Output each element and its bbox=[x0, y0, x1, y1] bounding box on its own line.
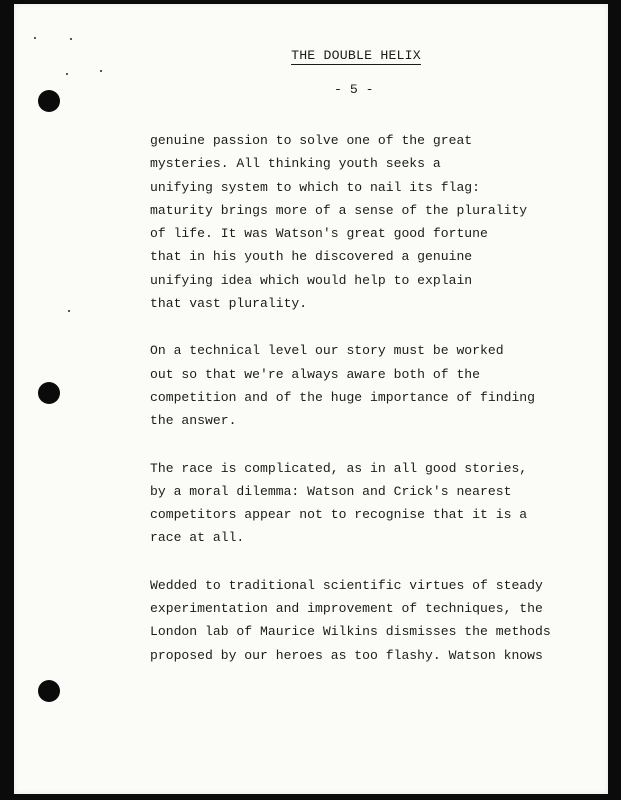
text-line: unifying idea which would help to explain bbox=[150, 272, 473, 288]
text-line: by a moral dilemma: Watson and Crick's nearest bbox=[150, 483, 512, 499]
text-line: London lab of Maurice Wilkins dismisses the methods bbox=[150, 624, 551, 640]
text-line: the answer. bbox=[150, 413, 237, 429]
text-line: that in his youth he discovered a genuine bbox=[150, 249, 473, 265]
text-line: mysteries. All thinking youth seeks a bbox=[150, 156, 441, 172]
document-title: THE DOUBLE HELIX bbox=[291, 48, 421, 63]
punch-hole-top bbox=[38, 90, 60, 112]
text-line: On a technical level our story must be worked bbox=[150, 343, 504, 359]
paragraph-1 bbox=[150, 129, 590, 315]
text-line: race at all. bbox=[150, 530, 245, 546]
text-line: experimentation and improvement of techniques, the bbox=[150, 601, 543, 617]
speck-mark bbox=[70, 38, 72, 40]
speck-mark bbox=[66, 73, 68, 75]
text-line: competitors appear not to recognise that it is a bbox=[150, 507, 528, 523]
speck-mark bbox=[34, 37, 36, 39]
paragraph-3 bbox=[150, 457, 590, 550]
punch-hole-bottom bbox=[38, 680, 60, 702]
text-line: that vast plurality. bbox=[150, 296, 308, 312]
page-header bbox=[14, 48, 608, 63]
punch-hole-middle bbox=[38, 382, 60, 404]
text-line: unifying system to which to nail its flag: bbox=[150, 179, 481, 195]
text-line: genuine passion to solve one of the great bbox=[150, 133, 473, 148]
paragraph-4 bbox=[150, 574, 590, 667]
body-text bbox=[150, 129, 590, 691]
text-line: Wedded to traditional scientific virtues of steady bbox=[150, 577, 543, 593]
paragraph-2 bbox=[150, 339, 590, 432]
text-line: out so that we're always aware both of the bbox=[150, 366, 481, 382]
page-number: - 5 - bbox=[334, 82, 374, 97]
paper-sheet bbox=[14, 4, 608, 794]
speck-mark bbox=[68, 310, 70, 312]
text-line: competition and of the huge importance of finding bbox=[150, 389, 536, 405]
text-line: of life. It was Watson's great good fortune bbox=[150, 226, 488, 242]
speck-mark bbox=[100, 70, 102, 72]
text-line: maturity brings more of a sense of the plurality bbox=[150, 202, 528, 218]
text-line: The race is complicated, as in all good stories, bbox=[150, 460, 528, 476]
text-line: proposed by our heroes as too flashy. Watson knows bbox=[150, 647, 543, 663]
